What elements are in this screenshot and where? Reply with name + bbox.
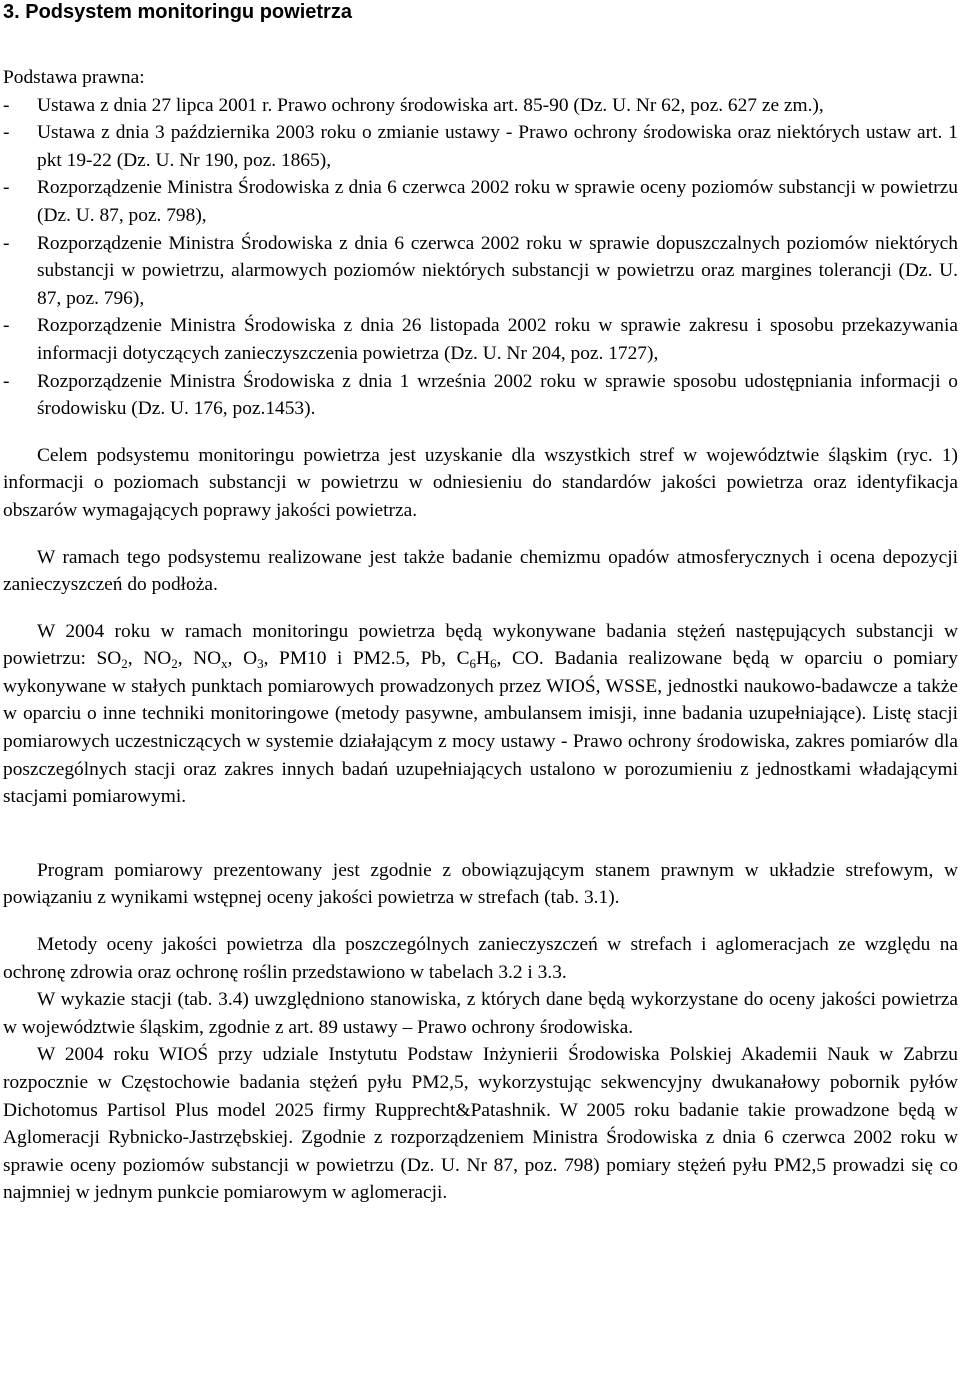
- legal-basis-text: Rozporządzenie Ministra Środowiska z dnia 6 czerwca 2002 roku w sprawie oceny poziomów substancji w powietrzu (Dz. U. 87, poz. 798),: [37, 177, 958, 226]
- legal-basis-item: [3, 119, 958, 174]
- legal-basis-list: [3, 92, 958, 423]
- legal-basis-item: [3, 174, 958, 229]
- legal-basis-item: [3, 230, 958, 313]
- measurements-intro: W 2004 roku w ramach monitoringu powietrza będą wykonywane badania stężeń następujących substancji w powietrzu:: [3, 620, 958, 670]
- list-dash: -: [3, 232, 10, 254]
- list-dash: -: [3, 122, 10, 144]
- list-dash: -: [3, 315, 10, 337]
- section-heading: 3. Podsystem monitoringu powietrza: [3, 1, 352, 23]
- legal-basis-text: Ustawa z dnia 3 października 2003 roku o zmianie ustawy - Prawo ochrony środowiska oraz niektórych ustaw art. 1 pkt 19-22 (Dz. U. Nr 190, poz. 1865),: [37, 122, 958, 171]
- legal-basis-text: Rozporządzenie Ministra Środowiska z dnia 1 września 2002 roku w sprawie sposobu udostępniania informacji o środowisku (Dz. U. 176, poz.1453).: [37, 370, 958, 420]
- formula-no2: $NO_2$: [143, 648, 178, 672]
- formula-nox: $NO_x$: [193, 648, 228, 672]
- legal-basis-text: Rozporządzenie Ministra Środowiska z dnia 26 listopada 2002 roku w sprawie zakresu i sposobu przekazywania informacji dotyczących zanieczyszczenia powietrza (Dz. U. Nr 204, poz. 1727),: [37, 315, 958, 364]
- formula-o3: $O_3$: [243, 648, 264, 672]
- legal-basis-item: [3, 92, 958, 120]
- list-dash: -: [3, 370, 10, 392]
- legal-basis-item: [3, 312, 958, 367]
- paragraph-program: Program pomiarowy prezentowany jest zgodnie z obowiązującym stanem prawnym w układzie strefowym, w powiązaniu z wynikami wstępnej oceny jakości powietrza w strefach (tab. 3.1).: [3, 859, 958, 909]
- list-dash: -: [3, 177, 10, 199]
- formula-so2: $SO_2$: [96, 648, 128, 672]
- measurements-rest: Badania realizowane będą w oparciu o pomiary wykonywane w stałych punktach pomiarowych prowadzonych przez WIOŚ, WSSE, jednostki naukowo-badawcze a także w oparciu o inne techniki monitoringowe (metody pasywne, ambulansem imisji, inne badania uzupełniające). Listę stacji pomiarowych uczestniczących w systemie działającym z mocy ustawy - Prawo ochrony środowiska, zakres pomiarów dla poszczególnych stacji oraz zakres innych badań uzupełniających ustalono w porozumieniu z jednostkami władającymi stacjami pomiarowymi.: [3, 648, 958, 808]
- list-dash: -: [3, 94, 10, 116]
- paragraph-purpose: Celem podsystemu monitoringu powietrza jest uzyskanie dla wszystkich stref w województwie śląskim (ryc. 1) informacji o poziomach substancji w powietrzu w odniesieniu do standardów jakości powietrza oraz identyfikacja obszarów wymagających poprawy jakości powietrza.: [3, 444, 958, 521]
- legal-basis-text: Ustawa z dnia 27 lipca 2001 r. Prawo ochrony środowiska art. 85-90 (Dz. U. Nr 62, poz. 627 ze zm.),: [37, 94, 824, 116]
- formula-co: CO.: [511, 648, 544, 670]
- formula-c6h6: $C_6H_6$: [456, 648, 497, 672]
- paragraph-measurements: W 2004 roku w ramach monitoringu powietrza będą wykonywane badania stężeń następujących substancji w powietrzu: $SO_2$, $NO_2$, $NO_x$, $O_3$, PM10 i PM2.5, Pb, $C_6H_6$, CO. Badania realizowane będą w oparciu o pomiary wykonywane w stałych punktach pomiarowych prowadzonych przez WIOŚ, WSSE, jednostki naukowo-badawcze a także w oparciu o inne techniki monitoringowe (metody pasywne, ambulansem imisji, inne badania uzupełniające). Listę stacji pomiarowych uczestniczących w systemie działającym z mocy ustawy - Prawo ochrony środowiska, zakres pomiarów dla poszczególnych stacji oraz zakres innych badań uzupełniających ustalono w porozumieniu z jednostkami władającymi stacjami pomiarowymi.: [3, 620, 958, 808]
- formula-pm: PM10 i PM2.5, Pb,: [279, 648, 446, 670]
- legal-basis-label: Podstawa prawna:: [3, 67, 145, 88]
- paragraph-methods: Metody oceny jakości powietrza dla poszczególnych zanieczyszczeń w strefach i aglomeracjach ze względu na ochronę zdrowia oraz ochronę roślin przedstawiono w tabelach 3.2 i 3.3.: [3, 934, 958, 983]
- legal-basis-item: [3, 368, 958, 423]
- paragraph-chemistry: W ramach tego podsystemu realizowane jest także badanie chemizmu opadów atmosferycznych i ocena depozycji zanieczyszczeń do podłoża.: [3, 546, 958, 596]
- legal-basis-text: Rozporządzenie Ministra Środowiska z dnia 6 czerwca 2002 roku w sprawie dopuszczalnych poziomów niektórych substancji w powietrzu, alarmowych poziomów niektórych substancji w powietrzu oraz margines tolerancji (Dz. U. 87, poz. 796),: [37, 232, 958, 309]
- paragraph-pm25: W 2004 roku WIOŚ przy udziale Instytutu Podstaw Inżynierii Środowiska Polskiej Akademii Nauk w Zabrzu rozpocznie w Częstochowie badania stężeń pyłu PM2,5, wykorzystując sekwencyjny dwukanałowy pobornik pyłów Dichotomus Partisol Plus model 2025 firmy Rupprecht&Patashnik. W 2005 roku badanie takie prowadzone będą w Aglomeracji Rybnicko-Jastrzębskiej. Zgodnie z rozporządzeniem Ministra Środowiska z dnia 6 czerwca 2002 roku w sprawie oceny poziomów substancji w powietrzu (Dz. U. Nr 87, poz. 798) pomiary stężeń pyłu PM2,5 prowadzi się co najmniej w jednym punkcie pomiarowym w aglomeracji.: [3, 1044, 958, 1204]
- document-page: [3, 0, 958, 1207]
- paragraph-stations: W wykazie stacji (tab. 3.4) uwzględniono stanowiska, z których dane będą wykorzystane do oceny jakości powietrza w województwie śląskim, zgodnie z art. 89 ustawy – Prawo ochrony środowiska.: [3, 989, 958, 1038]
